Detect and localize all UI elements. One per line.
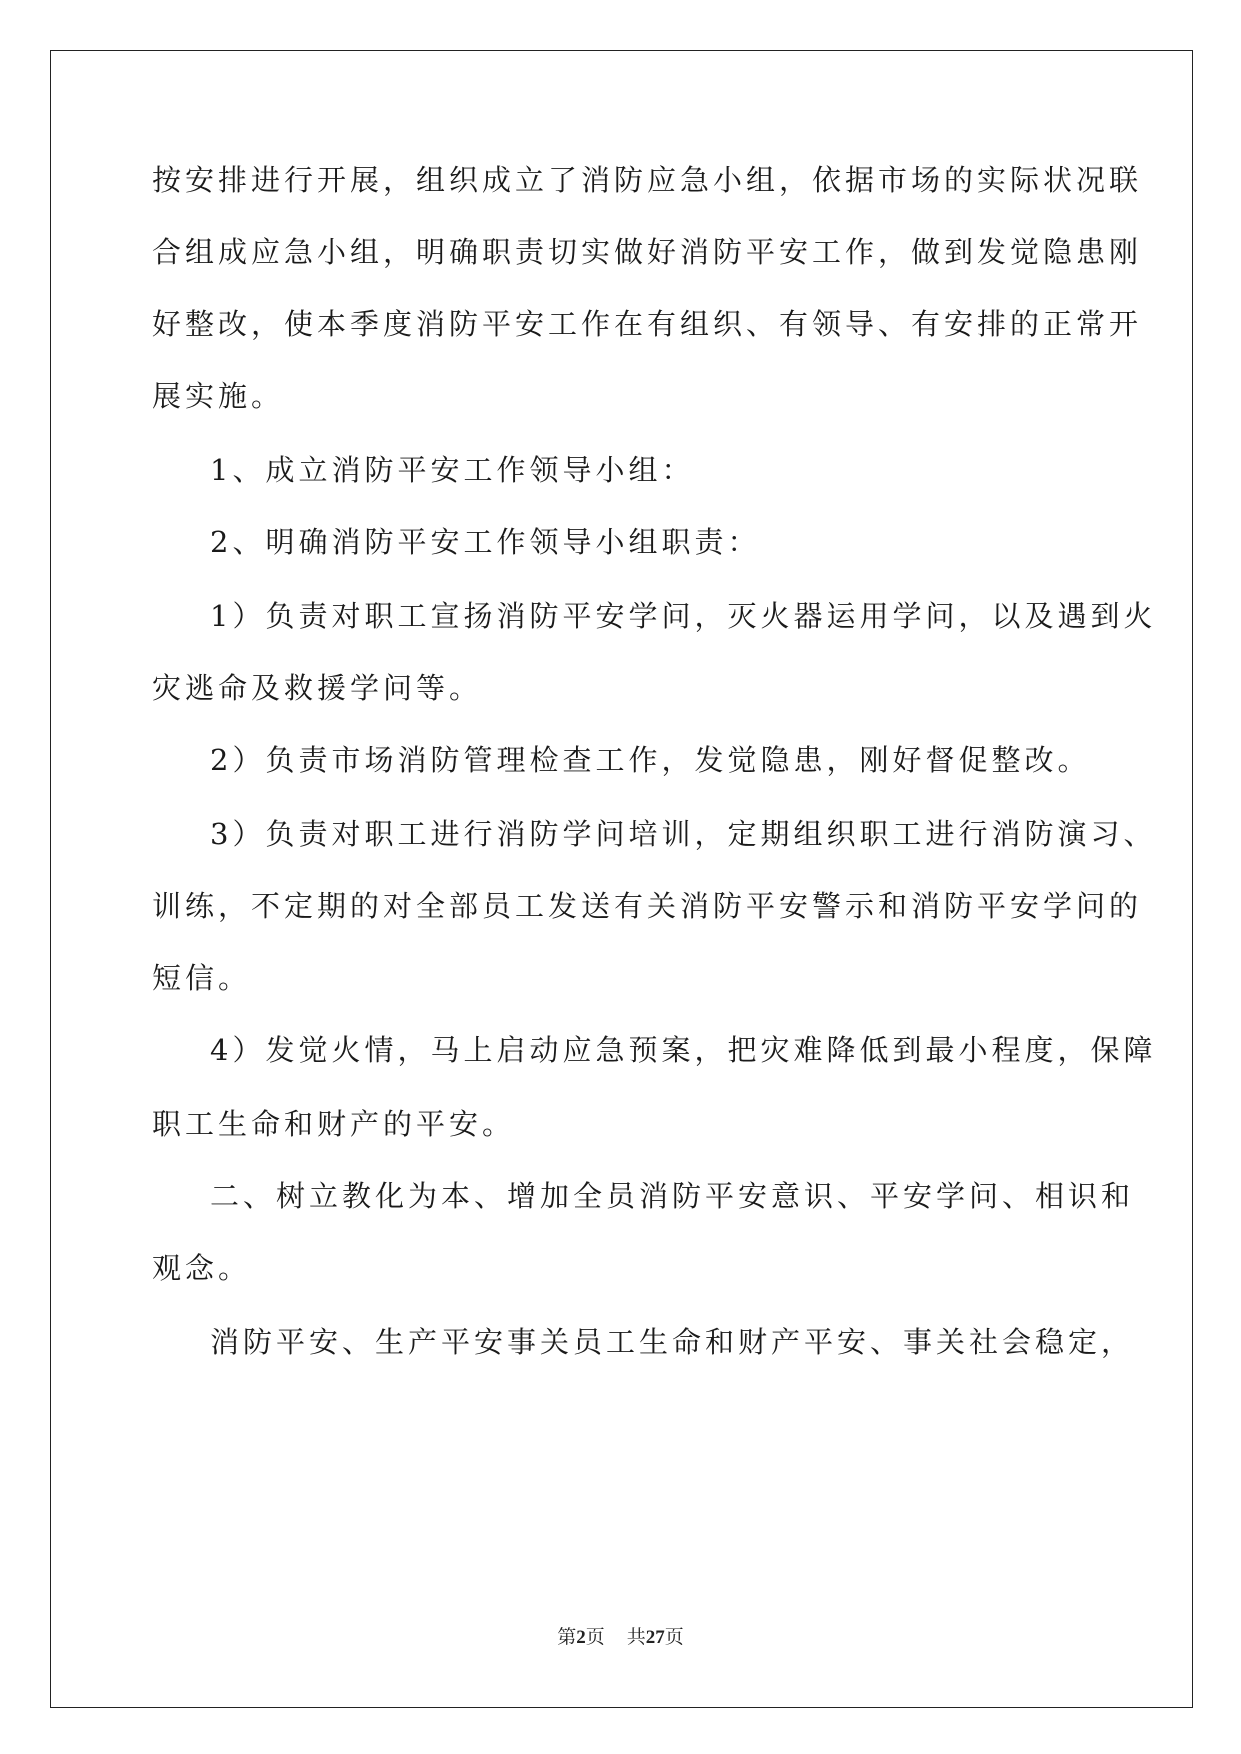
text-line: 4）发觉火情，马上启动应急预案，把灾难降低到最小程度，保障 — [210, 1033, 1157, 1067]
page-prefix: 第 — [557, 1627, 577, 1648]
page-total: 27 — [645, 1627, 665, 1648]
text-line: 观念。 — [152, 1251, 252, 1285]
page-border — [50, 50, 1193, 1708]
text-line: 按安排进行开展，组织成立了消防应急小组，依据市场的实际状况联 — [152, 163, 1143, 197]
page-current: 2 — [576, 1627, 586, 1648]
text-line: 2、明确消防平安工作领导小组职责： — [210, 525, 761, 559]
total-prefix: 共 — [626, 1627, 646, 1648]
text-line: 2）负责市场消防管理检查工作，发觉隐患，刚好督促整改。 — [210, 743, 1091, 777]
text-line: 训练，不定期的对全部员工发送有关消防平安警示和消防平安学问的 — [152, 889, 1143, 923]
text-line: 3）负责对职工进行消防学问培训，定期组织职工进行消防演习、 — [210, 817, 1157, 851]
text-line: 展实施。 — [152, 379, 285, 413]
text-line: 灾逃命及救援学问等。 — [152, 671, 483, 705]
text-line: 1）负责对职工宣扬消防平安学问，灭火器运用学问，以及遇到火 — [210, 599, 1157, 633]
text-line: 消防平安、生产平安事关员工生命和财产平安、事关社会稳定， — [210, 1325, 1135, 1359]
text-line: 1、成立消防平安工作领导小组： — [210, 453, 695, 487]
text-line: 职工生命和财产的平安。 — [152, 1107, 516, 1141]
text-line: 二、树立教化为本、增加全员消防平安意识、平安学问、相识和 — [210, 1179, 1135, 1213]
page-footer — [0, 1622, 1241, 1649]
text-line: 好整改，使本季度消防平安工作在有组织、有领导、有安排的正常开 — [152, 307, 1143, 341]
text-line: 短信。 — [152, 961, 252, 995]
text-line: 合组成应急小组，明确职责切实做好消防平安工作，做到发觉隐患刚 — [152, 235, 1143, 269]
total-suffix: 页 — [664, 1627, 684, 1648]
page-suffix: 页 — [585, 1627, 605, 1648]
